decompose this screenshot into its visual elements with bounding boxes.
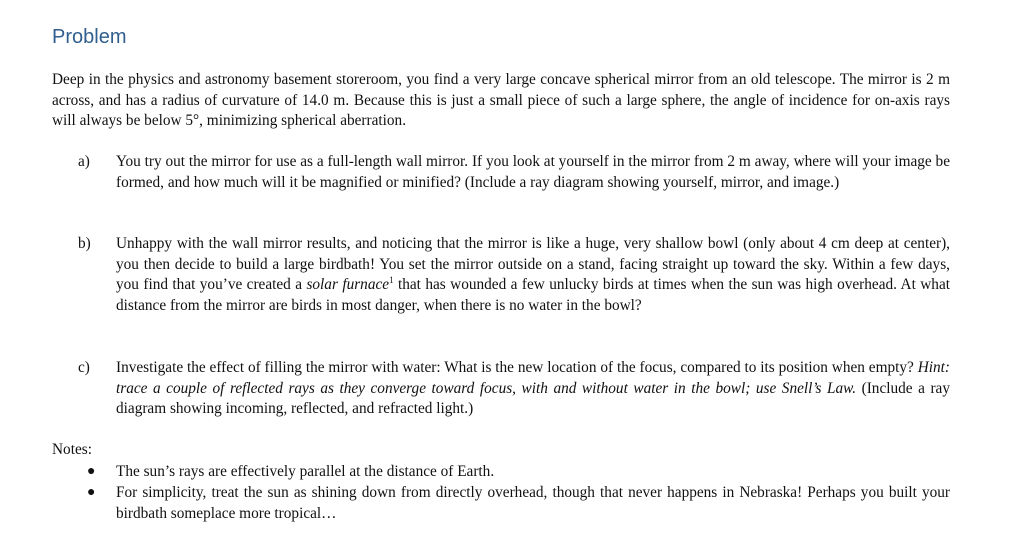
- part-c-hint: Hint: trace a couple of reflected rays as they converge toward focus, with and without water in the bowl; use Snell’s Law.: [116, 359, 950, 397]
- intro-paragraph: Deep in the physics and astronomy basement storeroom, you find a very large concave spherical mirror from an old telescope. The mirror is 2 m across, and has a radius of curvature of 14.0 m. Because this is just a small piece of such a large sphere, the angle of incidence for on-axis rays will always be below 5°, minimizing spherical aberration.: [52, 71, 950, 129]
- notes-label: Notes:: [52, 441, 92, 458]
- part-c-text: [116, 358, 950, 420]
- note-text: The sun’s rays are effectively parallel at the distance of Earth.: [116, 463, 495, 480]
- bullet-icon: ●: [87, 485, 96, 500]
- note-item: [52, 462, 950, 483]
- part-b-text: [116, 234, 950, 316]
- part-b-italic-term: solar furnace: [306, 276, 390, 293]
- part-b-text-after: that has wounded a few unlucky birds at times when the sun was high overhead. At what distance from the mirror are birds in most danger, when there is no water in the bowl?: [116, 276, 950, 314]
- note-text: For simplicity, treat the sun as shining down from directly overhead, though that never happens in Nebraska! Perhaps you built your birdbath someplace more tropical…: [116, 484, 950, 522]
- note-item: [52, 483, 950, 524]
- part-a-text: You try out the mirror for use as a full-length wall mirror. If you look at yourself in the mirror from 2 m away, where will your image be formed, and how much will it be magnified or minified? (Include a ray diagram showing yourself, mirror, and image.): [116, 153, 950, 191]
- page-heading: Problem: [52, 26, 127, 48]
- part-a-label: a): [78, 153, 90, 170]
- part-b-text-before: Unhappy with the wall mirror results, and noticing that the mirror is like a huge, very shallow bowl (only about 4 cm deep at center), you then decide to build a large birdbath! You set the mirror outside on a stand, facing straight up toward the sky. Within a few days, you find that you’ve created a: [116, 235, 950, 293]
- part-b: [52, 234, 950, 316]
- part-c-label: c): [78, 359, 90, 376]
- part-c-text-before: Investigate the effect of filling the mirror with water: What is the new location of the focus, compared to its position when empty?: [116, 359, 918, 376]
- part-a: [52, 152, 950, 193]
- bullet-icon: ●: [87, 464, 96, 479]
- part-c-text-after: (Include a ray diagram showing incoming, reflected, and refracted light.): [116, 379, 950, 417]
- footnote-mark: 1: [389, 274, 394, 285]
- part-c: [52, 358, 950, 420]
- part-b-label: b): [78, 235, 91, 252]
